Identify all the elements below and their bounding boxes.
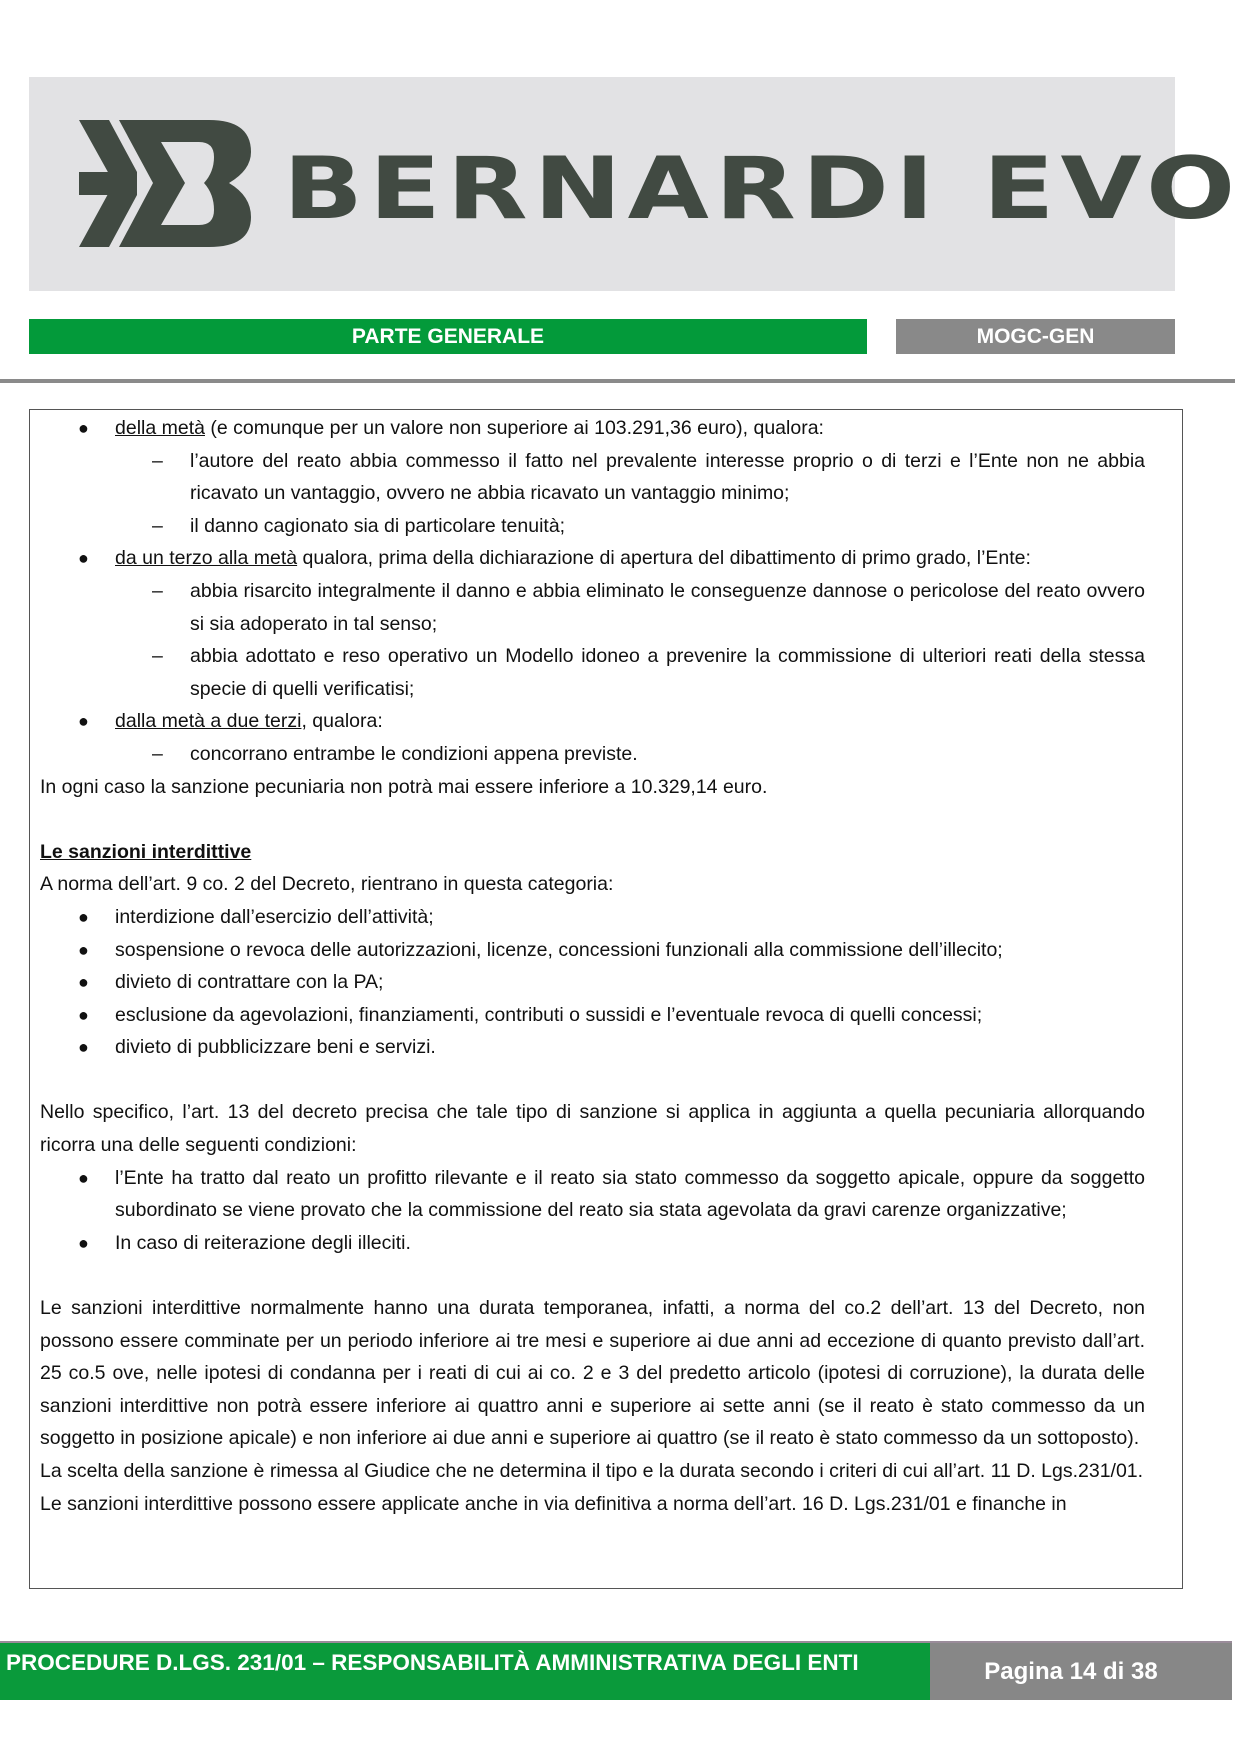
dash-icon: – — [152, 579, 163, 602]
item-text: In caso di reiterazione degli illeciti. — [115, 1231, 411, 1254]
bullet-icon: ● — [78, 1037, 89, 1058]
bullet-icon: ● — [78, 1167, 89, 1188]
bullet-icon: ● — [78, 939, 89, 960]
section-intro: A norma dell’art. 9 co. 2 del Decreto, rientrano in questa categoria: — [40, 873, 614, 896]
interdictive-item — [40, 1031, 1145, 1064]
subitem-text: il danno cagionato sia di particolare tenuità; — [190, 514, 566, 537]
item-text: divieto di pubblicizzare beni e servizi. — [115, 1036, 436, 1059]
item-text: esclusione da agevolazioni, finanziamenti, contributi o sussidi e l’eventuale revoca di quelli concessi; — [115, 1003, 983, 1026]
dash-icon: – — [152, 742, 163, 765]
minimum-note: In ogni caso la sanzione pecuniaria non potrà mai essere inferiore a 10.329,14 euro. — [40, 775, 768, 798]
reduction-lead: da un terzo alla metà — [115, 547, 298, 570]
document-body — [40, 412, 1145, 1520]
reduction-item — [40, 705, 1145, 738]
item-text: divieto di contrattare con la PA; — [115, 971, 384, 994]
subitem-text: abbia adottato e reso operativo un Modello idoneo a prevenire la commissione di ulteriori reati della stessa specie di quelli verificatisi; — [190, 645, 1145, 700]
interdictive-item — [40, 999, 1145, 1032]
header-divider — [0, 379, 1235, 383]
interdictive-item — [40, 934, 1145, 967]
reduction-subitem — [40, 575, 1145, 640]
reduction-text: , qualora: — [301, 710, 383, 733]
bullet-icon: ● — [78, 1232, 89, 1253]
section-label: PARTE GENERALE — [29, 319, 867, 354]
art13-condition — [40, 1162, 1145, 1227]
interdictive-item — [40, 966, 1145, 999]
footer-title: PROCEDURE D.LGS. 231/01 – RESPONSABILITÀ AMMINISTRATIVA DEGLI ENTI — [0, 1643, 930, 1700]
header-logo-area — [29, 77, 1241, 291]
dash-icon: – — [152, 514, 163, 537]
reduction-text: qualora, prima della dichiarazione di apertura del dibattimento di primo grado, l’Ente: — [297, 547, 1031, 570]
item-text: l’Ente ha tratto dal reato un profitto rilevante e il reato sia stato commesso da soggetto apicale, oppure da soggetto subordinato se viene provato che la commissione del reato sia stata agevolata da gravi carenze organizzative; — [115, 1166, 1145, 1222]
art13-condition — [40, 1227, 1145, 1260]
final-paragraph: Le sanzioni interdittive possono essere applicate anche in via definitiva a norma dell’art. 16 D. Lgs.231/01 e finanche in — [40, 1492, 1067, 1515]
bullet-icon: ● — [78, 548, 89, 569]
subitem-text: concorrano entrambe le condizioni appena previste. — [190, 742, 638, 765]
bullet-icon: ● — [78, 972, 89, 993]
reduction-subitem — [40, 738, 1145, 771]
item-text: interdizione dall’esercizio dell’attività; — [115, 905, 434, 928]
reduction-lead: della metà — [115, 417, 205, 439]
bernardi-logo-mark-icon — [79, 120, 254, 247]
reduction-text: (e comunque per un valore non superiore ai 103.291,36 euro), qualora: — [204, 417, 824, 439]
reduction-subitem — [40, 445, 1145, 510]
dash-icon: – — [152, 645, 163, 668]
bullet-icon: ● — [78, 418, 89, 438]
item-text: sospensione o revoca delle autorizzazioni, licenze, concessioni funzionali alla commissione dell’illecito; — [115, 938, 1003, 961]
bullet-icon: ● — [78, 1004, 89, 1025]
brand-name: BERNARDI EVO — [283, 139, 1241, 239]
duration-paragraph: Le sanzioni interdittive normalmente hanno una durata temporanea, infatti, a norma del co.2 dell’art. 13 del Decreto, non possono essere comminate per un periodo inferiore ai tre mesi e superiore ai due anni ad eccezione di quanto previsto dall’art. 25 co.5 ove, nelle ipotesi di condanna per i reati di cui ai co. 2 e 3 del predetto articolo (ipotesi di corruzione), la durata delle sanzioni interdittive non potrà essere inferiore ai quattro anni e superiore ai sette anni (se il reato è stato commesso da un soggetto in posizione apicale) e non inferiore ai due anni e superiore ai quattro (se il reato è stato commesso da un sottoposto). — [40, 1297, 1145, 1450]
interdictive-item — [40, 901, 1145, 934]
reduction-item — [40, 412, 1145, 445]
page-number: Pagina 14 di 38 — [930, 1643, 1232, 1700]
reduction-subitem — [40, 510, 1145, 543]
section-heading: Le sanzioni interdittive — [40, 840, 252, 863]
bullet-icon: ● — [78, 906, 89, 927]
reduction-subitem — [40, 640, 1145, 705]
subitem-text: abbia risarcito integralmente il danno e abbia eliminato le conseguenze dannose o pericolose del reato ovvero si sia adoperato in tal senso; — [190, 579, 1145, 635]
subitem-text: l’autore del reato abbia commesso il fatto nel prevalente interesse proprio o di terzi e l’Ente non ne abbia ricavato un vantaggio, ovvero ne abbia ricavato un vantaggio minimo; — [190, 449, 1145, 505]
choice-paragraph: La scelta della sanzione è rimessa al Giudice che ne determina il tipo e la durata secondo i criteri di cui all’art. 11 D. Lgs.231/01. — [40, 1460, 1144, 1482]
reduction-lead: dalla metà a due terzi — [115, 710, 302, 733]
bullet-icon: ● — [78, 711, 89, 732]
document-code: MOGC-GEN — [896, 319, 1175, 354]
reduction-item — [40, 542, 1145, 575]
dash-icon: – — [152, 449, 163, 472]
art13-intro: Nello specifico, l’art. 13 del decreto precisa che tale tipo di sanzione si applica in aggiunta a quella pecuniaria allorquando ricorra una delle seguenti condizioni: — [40, 1101, 1145, 1157]
